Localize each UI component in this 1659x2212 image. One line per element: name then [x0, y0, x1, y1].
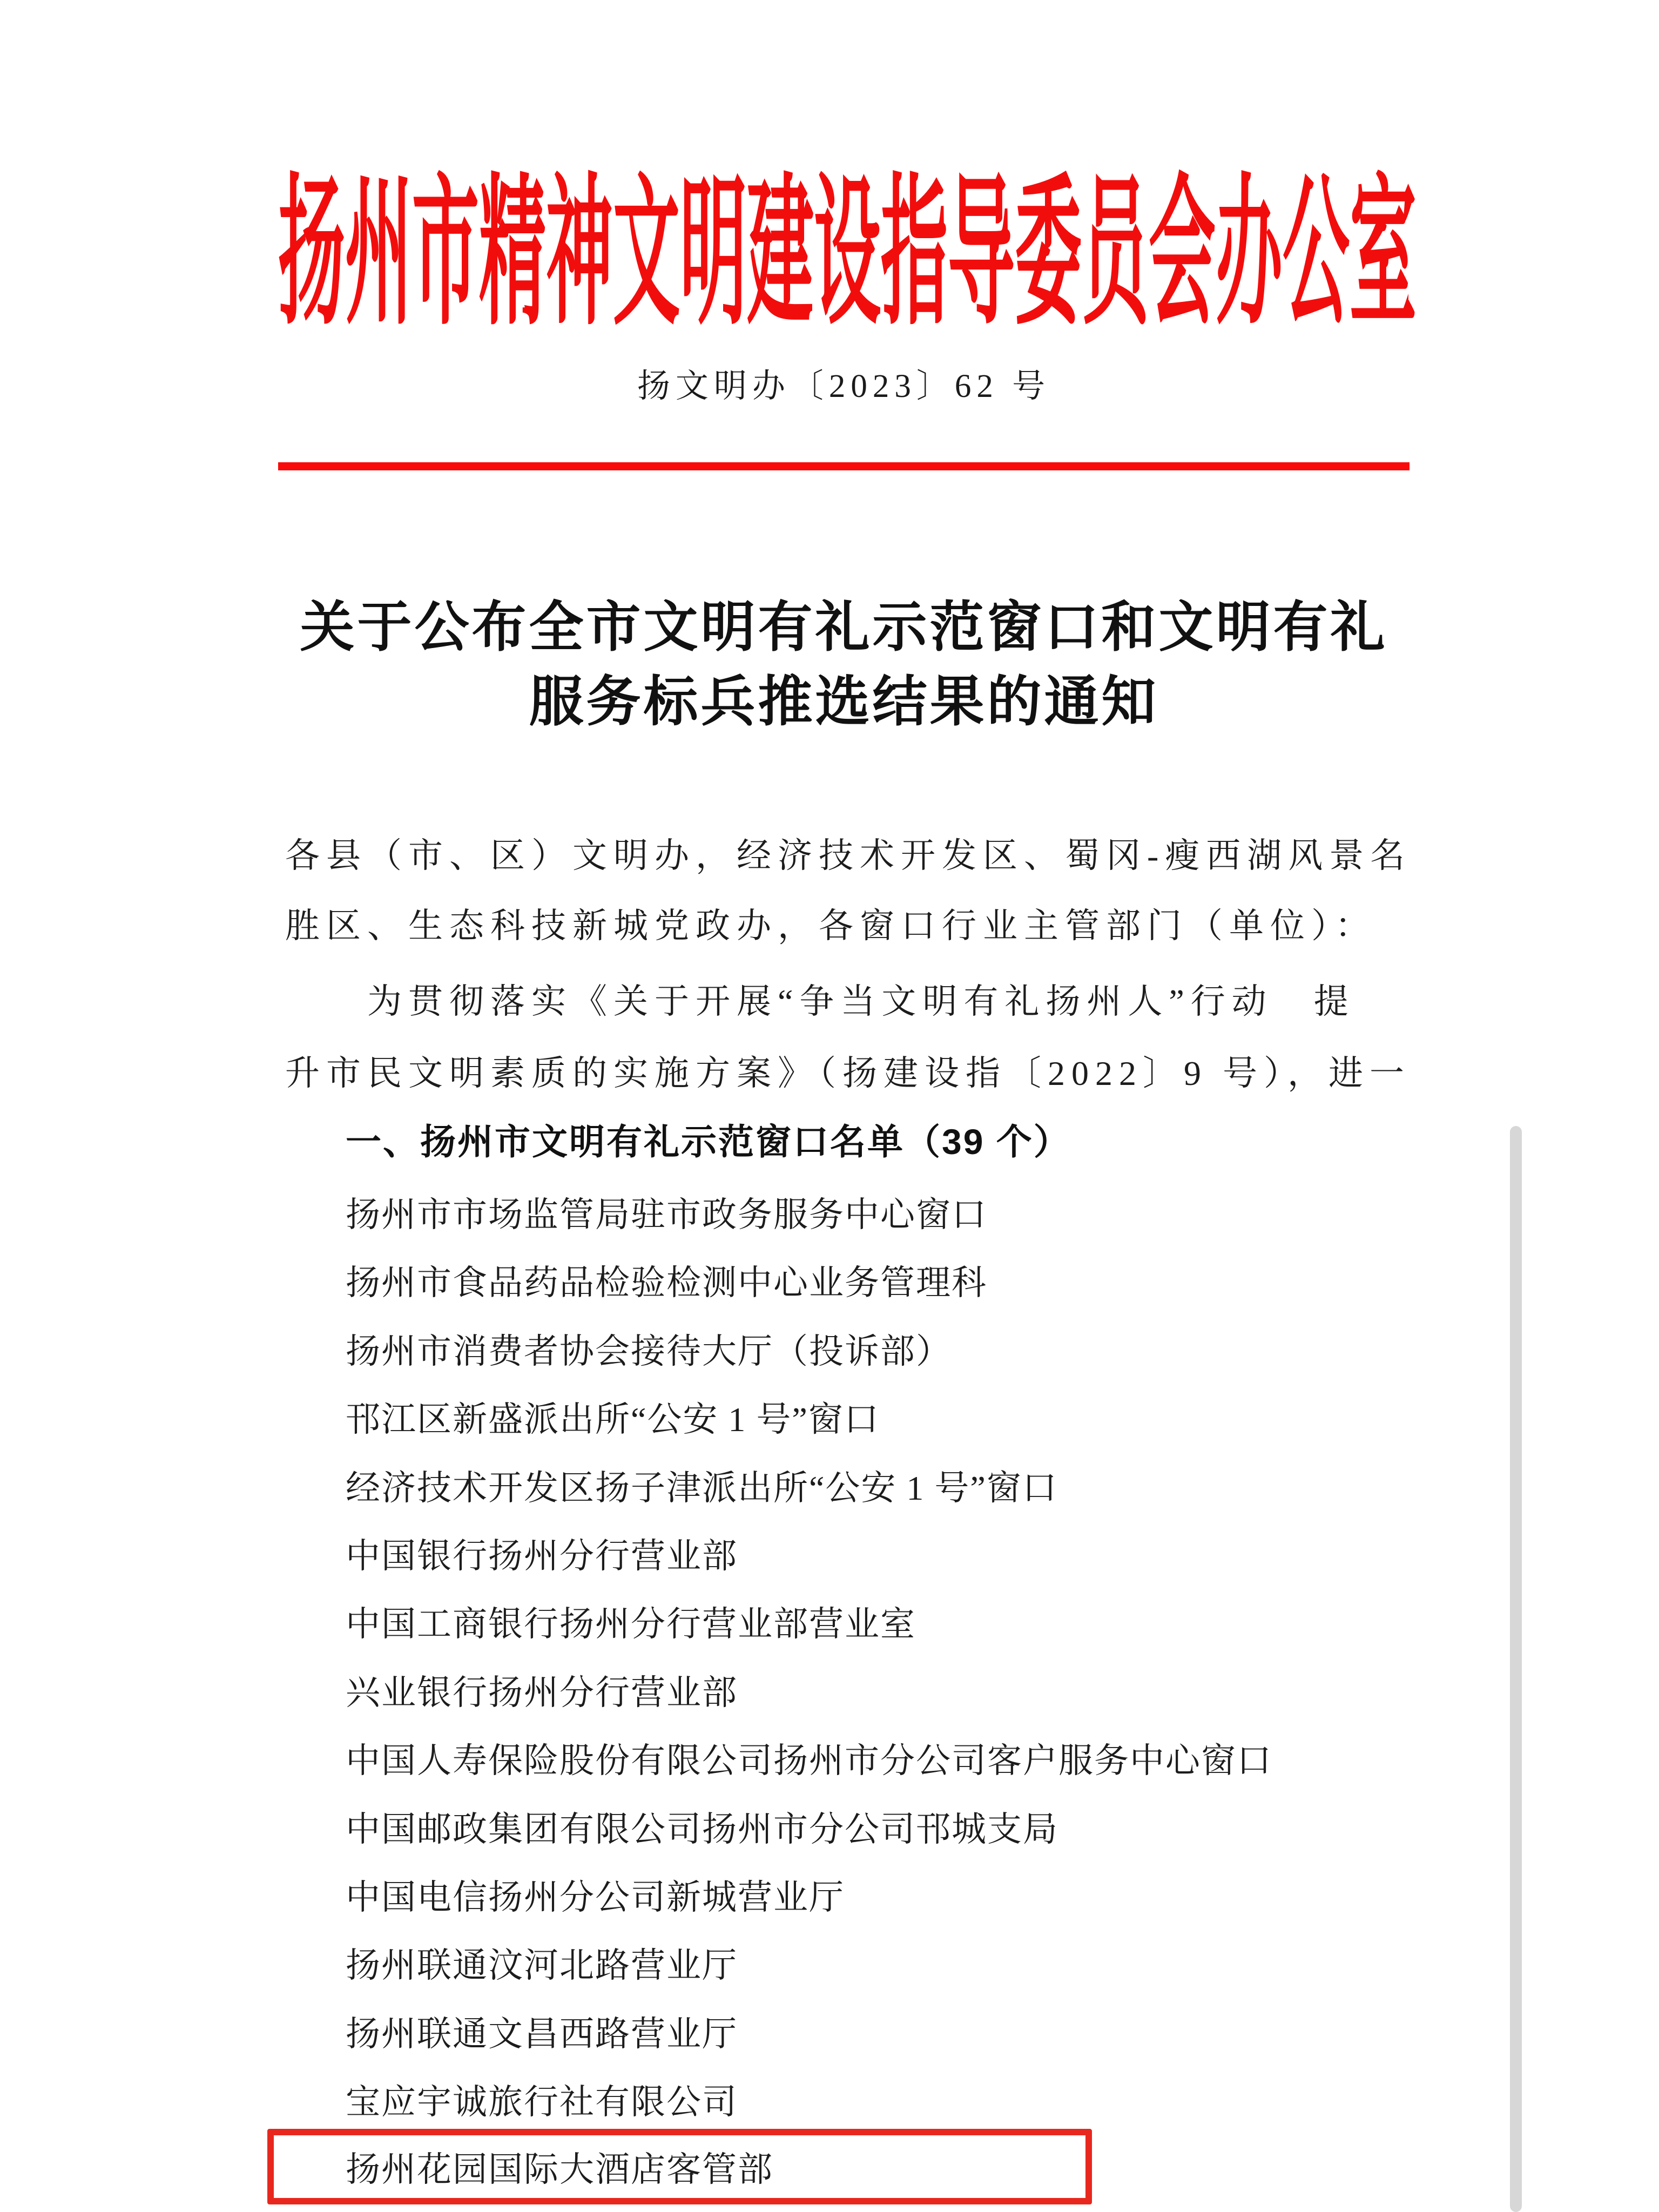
list-item: 中国邮政集团有限公司扬州市分公司邗城支局 [346, 1810, 1058, 1849]
list-item: 扬州市消费者协会接待大厅（投诉部） [346, 1332, 952, 1371]
list-item-highlighted: 扬州花园国际大酒店客管部 [346, 2150, 773, 2189]
list-item: 中国银行扬州分行营业部 [346, 1537, 738, 1575]
list-item: 扬州联通汶河北路营业厅 [346, 1946, 738, 1985]
agency-header: 扬州市精神文明建设指导委员会办公室 [278, 165, 1417, 344]
list-item: 中国人寿保险股份有限公司扬州市分公司客户服务中心窗口 [346, 1742, 1272, 1780]
salutation-line: 胜区、生态科技新城党政办，各窗口行业主管部门（单位）： [285, 907, 1376, 945]
list-item: 中国电信扬州分公司新城营业厅 [346, 1878, 845, 1917]
red-header-rule [278, 462, 1410, 470]
list-item: 兴业银行扬州分行营业部 [346, 1674, 738, 1712]
list-item: 经济技术开发区扬子津派出所“公安 1 号”窗口 [346, 1469, 1058, 1507]
list-item: 扬州市市场监管局驻市政务服务中心窗口 [346, 1196, 987, 1234]
scrollbar-thumb[interactable] [1510, 1126, 1522, 2212]
list-item: 中国工商银行扬州分行营业部营业室 [346, 1605, 916, 1643]
list-item: 扬州联通文昌西路营业厅 [346, 2015, 738, 2053]
document-title-line2: 服务标兵推选结果的通知 [529, 672, 1159, 732]
body-paragraph-line: 升市民文明素质的实施方案》（扬建设指〔2022〕9 号），进一 [285, 1054, 1411, 1092]
list-item: 宝应宇诚旅行社有限公司 [346, 2083, 738, 2121]
body-paragraph-line: 为贯彻落实《关于开展“争当文明有礼扬州人”行动 提 [367, 982, 1355, 1021]
list-item: 邗江区新盛派出所“公安 1 号”窗口 [346, 1400, 880, 1439]
salutation-line: 各县（市、区）文明办，经济技术开发区、蜀冈-瘦西湖风景名 [285, 837, 1412, 875]
document-title-line1: 关于公布全市文明有礼示范窗口和文明有礼 [300, 597, 1388, 658]
section-heading-window-list: 一、扬州市文明有礼示范窗口名单（39 个） [346, 1122, 1071, 1162]
list-item: 扬州市食品药品检验检测中心业务管理科 [346, 1264, 987, 1302]
document-number: 扬文明办〔2023〕62 号 [637, 368, 1051, 404]
